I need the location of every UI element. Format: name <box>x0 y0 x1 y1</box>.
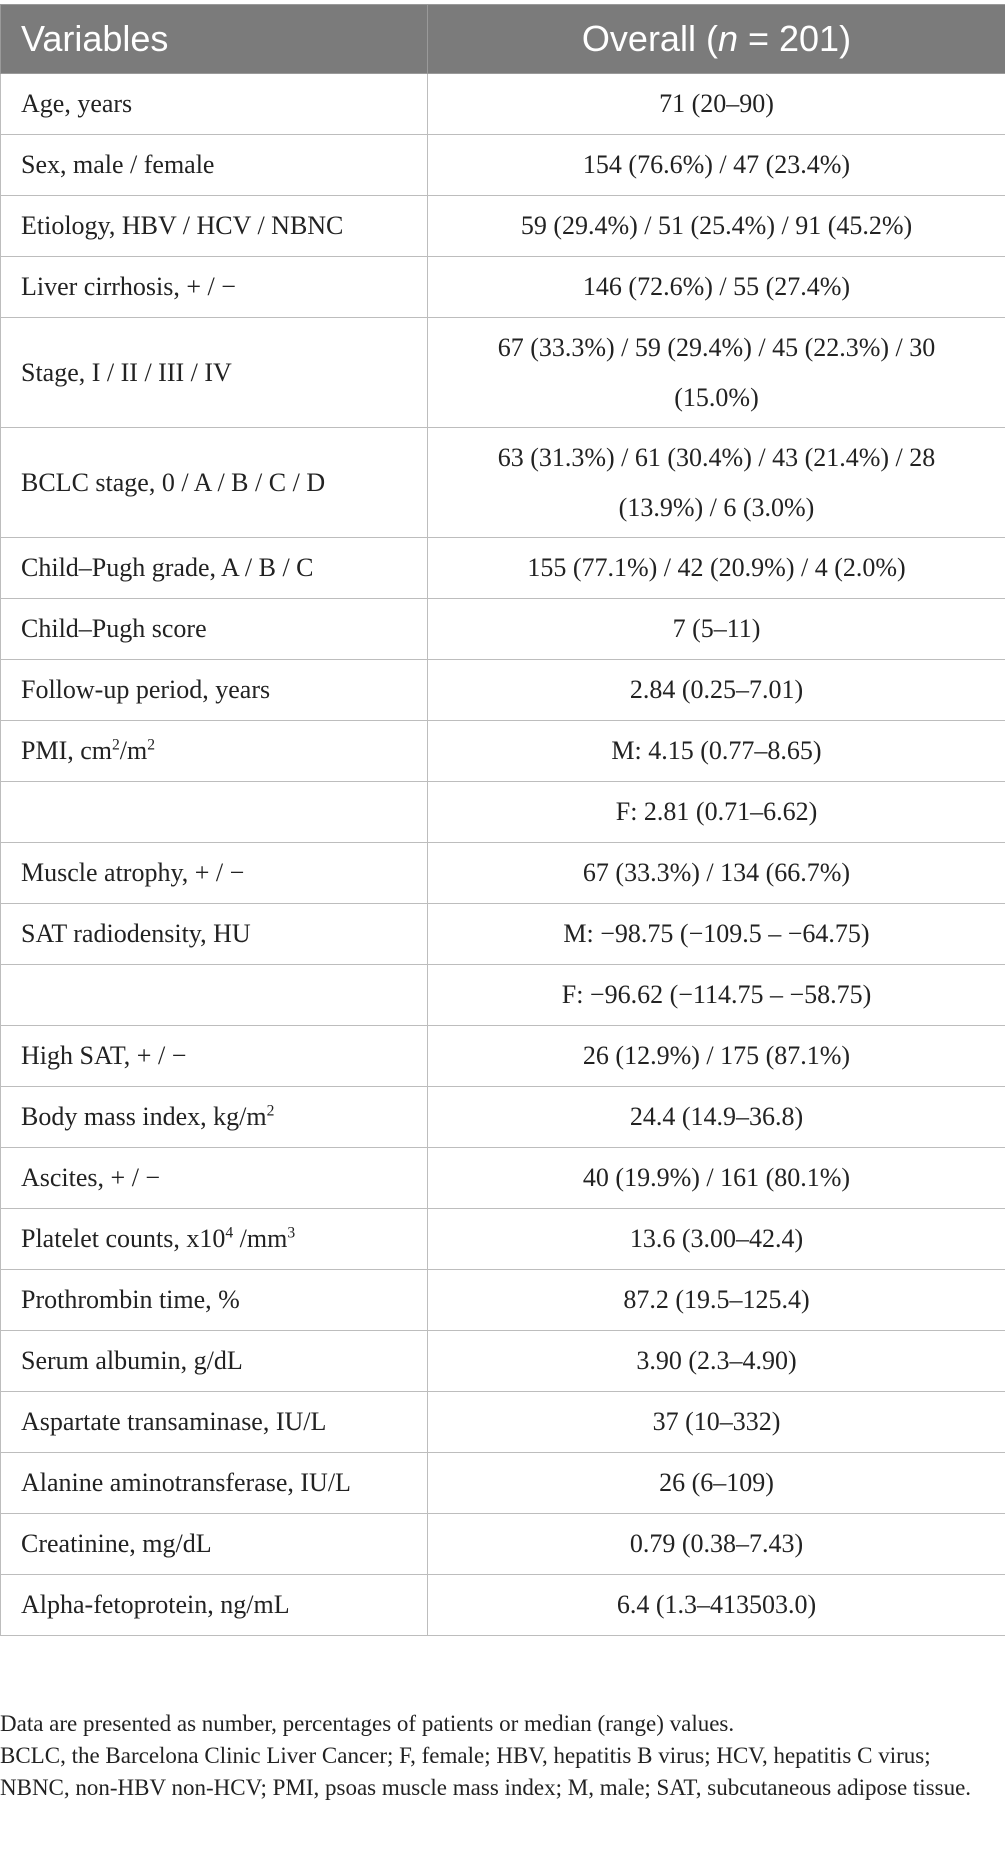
table-row <box>1 538 1005 599</box>
table-row <box>1 1575 1005 1636</box>
characteristics-table <box>0 4 1005 1636</box>
var-text: Platelet counts, x10 <box>21 1224 226 1253</box>
row-variable: Child–Pugh score <box>1 599 428 660</box>
var-superscript: 4 <box>225 1224 234 1242</box>
row-variable: Alpha-fetoprotein, ng/mL <box>1 1575 428 1636</box>
table-row <box>1 660 1005 721</box>
row-variable <box>1 721 428 782</box>
row-value: 59 (29.4%) / 51 (25.4%) / 91 (45.2%) <box>428 196 1005 257</box>
var-text: /m <box>119 736 148 765</box>
table-header <box>1 5 1005 74</box>
row-value-line2: (15.0%) <box>674 382 759 412</box>
row-value: F: 2.81 (0.71–6.62) <box>428 782 1005 843</box>
var-text: PMI, cm <box>21 736 112 765</box>
row-variable: Alanine aminotransferase, IU/L <box>1 1453 428 1514</box>
table-row <box>1 135 1005 196</box>
row-value: 6.4 (1.3–413503.0) <box>428 1575 1005 1636</box>
row-variable: Ascites, + / − <box>1 1148 428 1209</box>
var-superscript: 3 <box>287 1224 296 1242</box>
table-row <box>1 74 1005 135</box>
row-variable: Follow-up period, years <box>1 660 428 721</box>
table-row <box>1 599 1005 660</box>
table-row <box>1 904 1005 965</box>
var-text: Body mass index, kg/m <box>21 1102 267 1131</box>
table-row <box>1 318 1005 428</box>
row-variable: Etiology, HBV / HCV / NBNC <box>1 196 428 257</box>
row-value <box>428 428 1005 538</box>
row-variable: Serum albumin, g/dL <box>1 1331 428 1392</box>
row-variable <box>1 965 428 1026</box>
row-variable: Prothrombin time, % <box>1 1270 428 1331</box>
row-variable: Creatinine, mg/dL <box>1 1514 428 1575</box>
table-row <box>1 428 1005 538</box>
table-row <box>1 1453 1005 1514</box>
var-superscript: 2 <box>147 736 156 754</box>
header-row <box>1 5 1005 74</box>
row-variable <box>1 782 428 843</box>
var-superscript: 2 <box>112 736 120 754</box>
table-row <box>1 782 1005 843</box>
table-row <box>1 1209 1005 1270</box>
var-superscript: 2 <box>266 1102 275 1120</box>
table-footnotes <box>0 1708 1000 1804</box>
row-value-line1: 63 (31.3%) / 61 (30.4%) / 43 (21.4%) / 28 <box>497 442 936 472</box>
table-row <box>1 1087 1005 1148</box>
table-row <box>1 1331 1005 1392</box>
row-value-line2: (13.9%) / 6 (3.0%) <box>618 492 815 522</box>
row-value: 13.6 (3.00–42.4) <box>428 1209 1005 1270</box>
row-variable: High SAT, + / − <box>1 1026 428 1087</box>
row-value <box>428 318 1005 428</box>
header-overall-suffix: = 201) <box>737 18 852 59</box>
table-row <box>1 257 1005 318</box>
row-value: 3.90 (2.3–4.90) <box>428 1331 1005 1392</box>
row-value: 40 (19.9%) / 161 (80.1%) <box>428 1148 1005 1209</box>
row-value: M: −98.75 (−109.5 – −64.75) <box>428 904 1005 965</box>
table-row <box>1 965 1005 1026</box>
row-value: 2.84 (0.25–7.01) <box>428 660 1005 721</box>
row-value: M: 4.15 (0.77–8.65) <box>428 721 1005 782</box>
row-value: 24.4 (14.9–36.8) <box>428 1087 1005 1148</box>
row-value: 0.79 (0.38–7.43) <box>428 1514 1005 1575</box>
table-row <box>1 196 1005 257</box>
header-overall-n: n <box>717 18 738 59</box>
table-row <box>1 1392 1005 1453</box>
row-variable: SAT radiodensity, HU <box>1 904 428 965</box>
row-variable: Age, years <box>1 74 428 135</box>
row-variable: Aspartate transaminase, IU/L <box>1 1392 428 1453</box>
row-variable <box>1 1087 428 1148</box>
table-row <box>1 1026 1005 1087</box>
row-value: F: −96.62 (−114.75 – −58.75) <box>428 965 1005 1026</box>
table-row <box>1 1514 1005 1575</box>
row-value-line1: 67 (33.3%) / 59 (29.4%) / 45 (22.3%) / 30 <box>497 332 936 362</box>
row-value: 7 (5–11) <box>428 599 1005 660</box>
table-row <box>1 843 1005 904</box>
table-body <box>1 74 1005 1636</box>
row-value: 71 (20–90) <box>428 74 1005 135</box>
table-row <box>1 721 1005 782</box>
row-variable <box>1 1209 428 1270</box>
row-value: 26 (6–109) <box>428 1453 1005 1514</box>
footnote-abbreviations: BCLC, the Barcelona Clinic Liver Cancer; F, female; HBV, hepatitis B virus; HCV, hepatitis C virus; NBNC, non-HBV non-HCV; PMI, psoas muscle mass index; M, male; SAT, subcutaneous adipose tissue. <box>0 1743 972 1800</box>
footnote-data-presentation: Data are presented as number, percentages of patients or median (range) values. <box>0 1711 735 1736</box>
row-value: 146 (72.6%) / 55 (27.4%) <box>428 257 1005 318</box>
row-value: 67 (33.3%) / 134 (66.7%) <box>428 843 1005 904</box>
table-row <box>1 1148 1005 1209</box>
row-variable: Child–Pugh grade, A / B / C <box>1 538 428 599</box>
header-variables: Variables <box>1 5 428 74</box>
header-overall <box>428 5 1005 74</box>
row-variable: Muscle atrophy, + / − <box>1 843 428 904</box>
var-text: /mm <box>233 1224 288 1253</box>
header-overall-prefix: Overall ( <box>581 18 718 59</box>
row-value: 155 (77.1%) / 42 (20.9%) / 4 (2.0%) <box>428 538 1005 599</box>
row-value: 37 (10–332) <box>428 1392 1005 1453</box>
row-variable: BCLC stage, 0 / A / B / C / D <box>1 428 428 538</box>
row-value: 154 (76.6%) / 47 (23.4%) <box>428 135 1005 196</box>
row-value: 26 (12.9%) / 175 (87.1%) <box>428 1026 1005 1087</box>
row-variable: Sex, male / female <box>1 135 428 196</box>
table-row <box>1 1270 1005 1331</box>
row-variable: Stage, I / II / III / IV <box>1 318 428 428</box>
row-variable: Liver cirrhosis, + / − <box>1 257 428 318</box>
row-value: 87.2 (19.5–125.4) <box>428 1270 1005 1331</box>
